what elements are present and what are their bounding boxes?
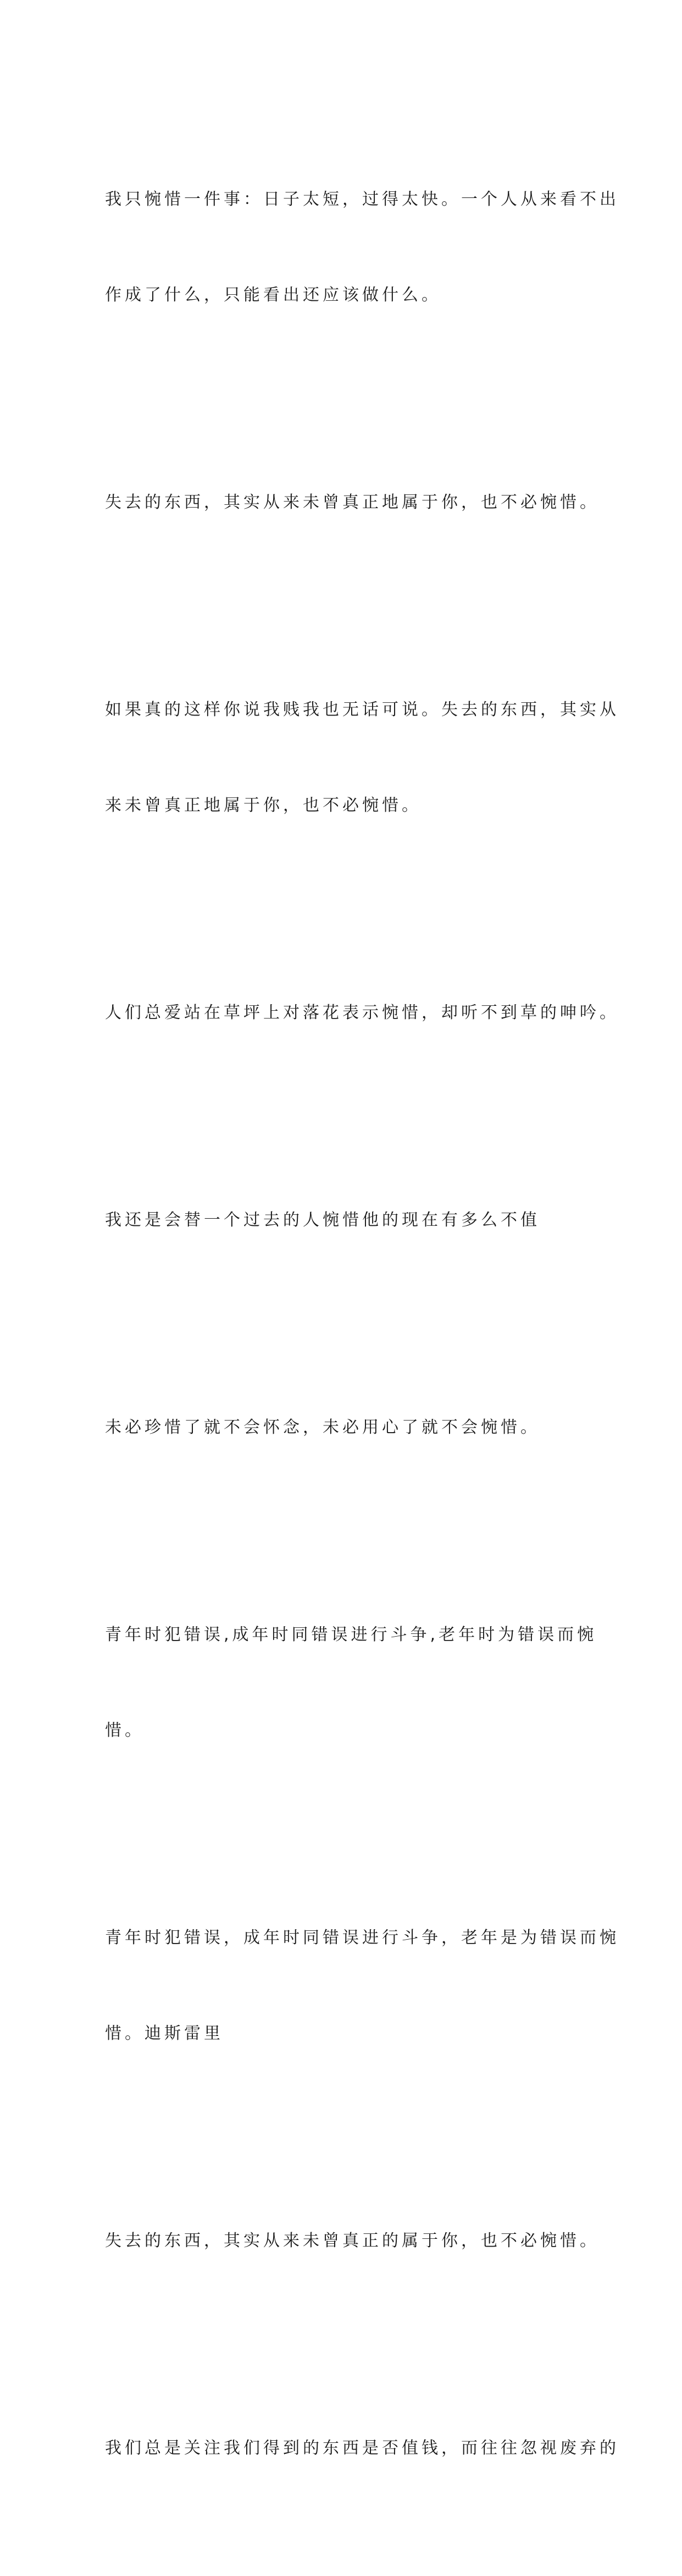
paragraph	[105, 1141, 589, 1300]
paragraph	[105, 1858, 619, 2113]
paragraph	[105, 1555, 597, 1810]
paragraph	[105, 2161, 600, 2321]
paragraph	[105, 630, 619, 885]
text-line: 惜。迪斯雷里	[105, 2024, 224, 2043]
paragraph	[105, 2369, 619, 2528]
text-line: 如果真的这样你说我贱我也无话可说。失去的东西，其实从	[105, 700, 619, 719]
paragraph	[105, 933, 619, 1093]
text-line: 我还是会替一个过去的人惋惜他的现在有多么不值	[105, 1210, 540, 1230]
paragraph	[105, 1348, 589, 1507]
text-line: 失去的东西，其实从来未曾真正的属于你，也不必惋惜。	[105, 2231, 600, 2250]
text-line: 人们总爱站在草坪上对落花表示惋惜，却听不到草的呻吟。	[105, 1003, 619, 1022]
text-line: 青年时犯错误，成年时同错误进行斗争，老年是为错误而惋	[105, 1928, 619, 1947]
document-body	[105, 120, 619, 2576]
text-line: 我们总是关注我们得到的东西是否值钱，而往往忽视废弃的	[105, 2439, 619, 2458]
text-line: 来未曾真正地属于你，也不必惋惜。	[105, 796, 422, 815]
paragraph	[105, 423, 600, 582]
text-line: 作成了什么，只能看出还应该做什么。	[105, 285, 441, 305]
text-line: 惜。	[105, 1721, 145, 1740]
text-line: 未必珍惜了就不会怀念，未必用心了就不会惋惜。	[105, 1418, 540, 1437]
text-line: 青年时犯错误,成年时同错误进行斗争,老年时为错误而惋	[105, 1625, 597, 1644]
text-line: 失去的东西，其实从来未曾真正地属于你，也不必惋惜。	[105, 493, 600, 512]
text-line: 我只惋惜一件事：日子太短，过得太快。一个人从来看不出	[105, 190, 619, 209]
paragraph	[105, 120, 619, 375]
